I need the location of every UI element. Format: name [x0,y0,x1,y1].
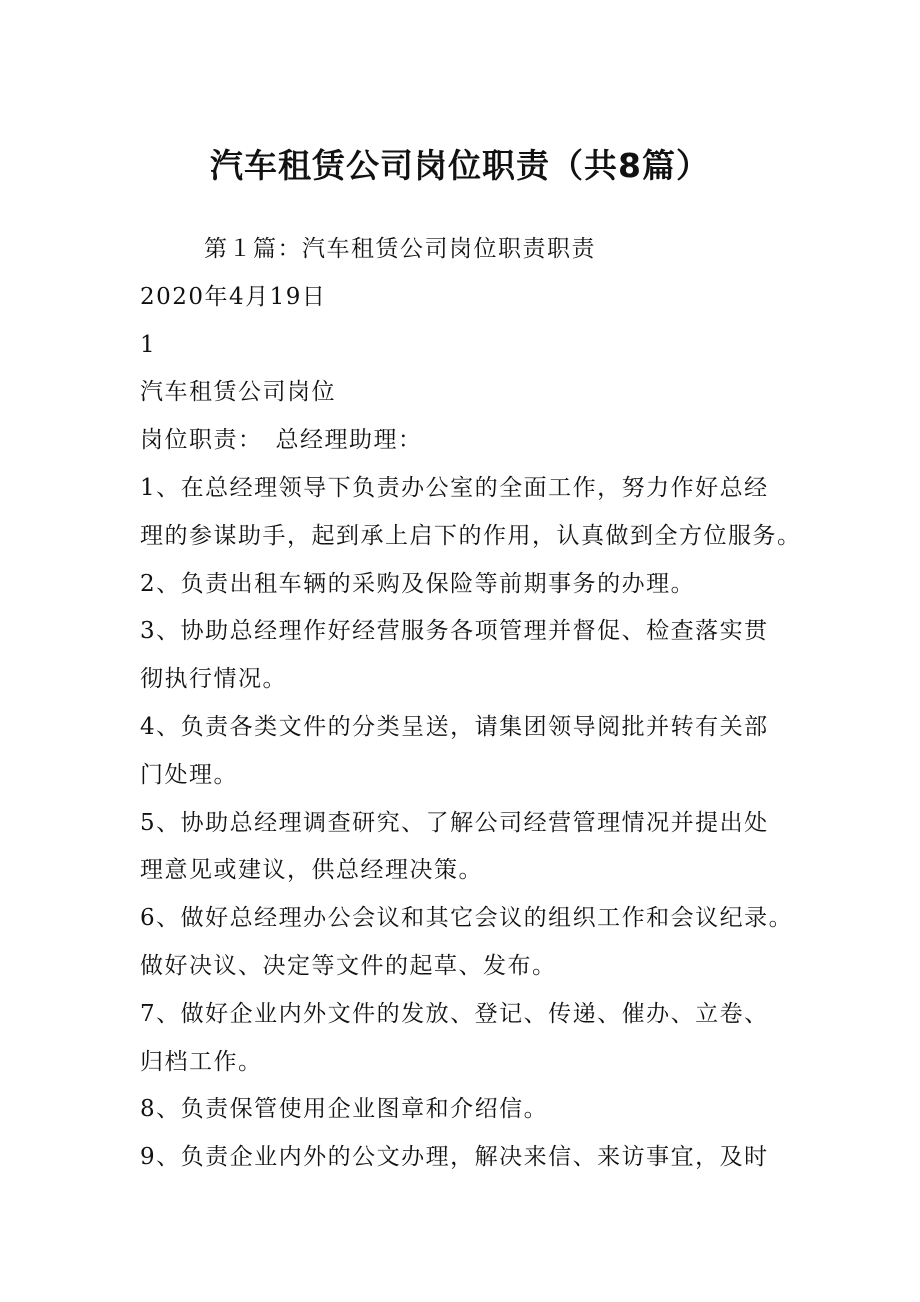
text-line: 理的参谋助手，起到承上启下的作用，认真做到全方位服务。 [140,522,802,549]
text-line: 5、协助总经理调查研究、了解公司经营管理情况并提出处 [140,809,769,836]
text-line: 1、在总经理领导下负责办公室的全面工作，努力作好总经 [140,474,769,501]
document-title: 汽车租赁公司岗位职责（共8篇） [210,146,710,185]
date-line: 2020年4月19日 [140,283,327,310]
document-body [140,226,800,1182]
text-line: 汽车租赁公司岗位 [140,379,336,406]
text-line: 8、负责保管使用企业图章和介绍信。 [140,1096,549,1123]
text-line: 做好决议、决定等文件的起草、发布。 [140,952,557,979]
text-line: 岗位职责： 总经理助理： [140,427,423,454]
text-line: 7、做好企业内外文件的发放、登记、传递、催办、立卷、 [140,1000,769,1027]
text-line: 1 [140,331,157,358]
section-heading: 第１篇：汽车租赁公司岗位职责职责 [204,236,596,262]
text-line: 9、负责企业内外的公文办理，解决来信、来访事宜，及时 [140,1144,769,1171]
text-line: 理意见或建议，供总经理决策。 [140,857,483,884]
text-line: 6、做好总经理办公会议和其它会议的组织工作和会议纪录。 [140,905,794,932]
text-line: 3、协助总经理作好经营服务各项管理并督促、检查落实贯 [140,618,769,645]
text-line: 归档工作。 [140,1048,263,1075]
text-line: 2、负责出租车辆的采购及保险等前期事务的办理。 [140,570,696,597]
text-line: 彻执行情况。 [140,666,287,693]
text-line: 门处理。 [140,761,238,788]
text-line: 4、负责各类文件的分类呈送，请集团领导阅批并转有关部 [140,713,769,740]
